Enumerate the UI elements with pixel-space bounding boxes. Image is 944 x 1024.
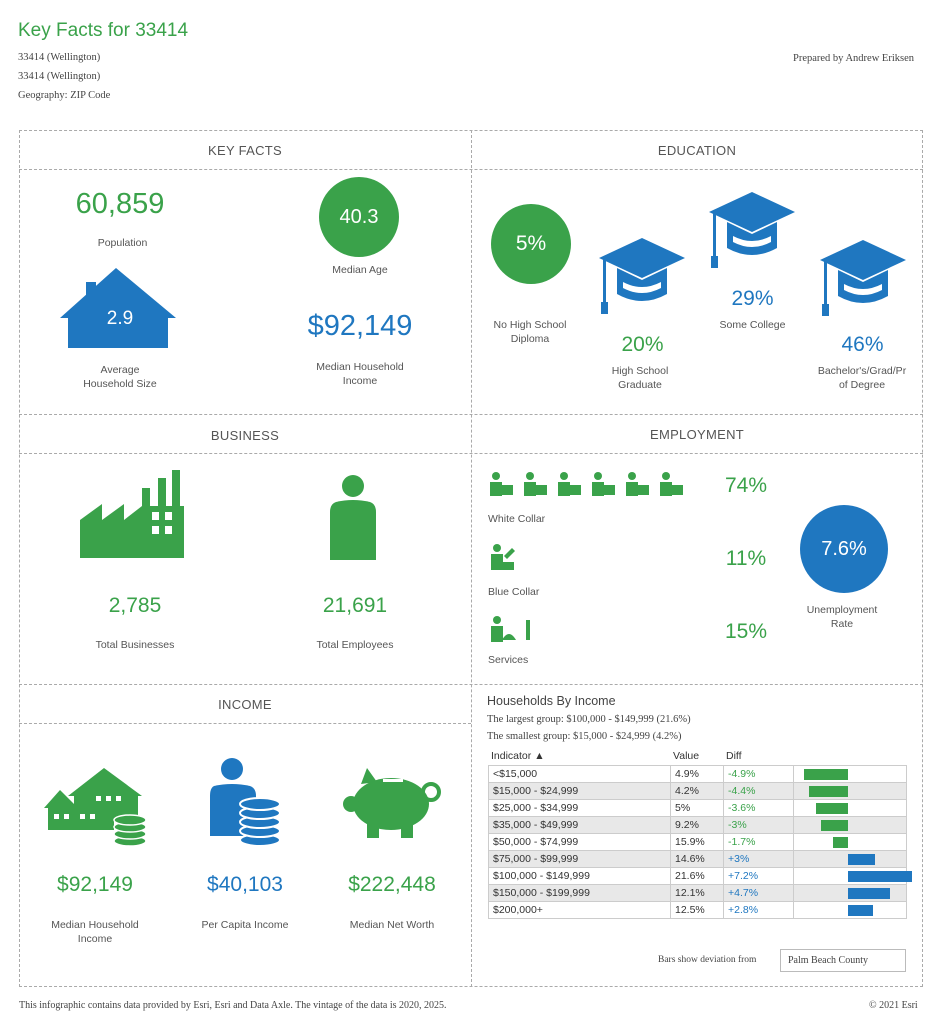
- diff-cell: -4.4%: [724, 783, 794, 800]
- bar-cell: [794, 800, 907, 817]
- population-label: Population: [97, 237, 148, 249]
- deviation-bar: [848, 905, 873, 916]
- white-collar-icons: [490, 472, 690, 496]
- no-hs-label-2: Diploma: [510, 333, 550, 345]
- income-heading: INCOME: [218, 697, 272, 712]
- deviation-bar: [833, 837, 848, 848]
- table-row: [489, 817, 907, 834]
- median-net-worth-value: $222,448: [348, 873, 436, 896]
- factory-icon: [80, 470, 186, 560]
- diff-cell: -3%: [724, 817, 794, 834]
- indicator-cell: $50,000 - $74,999: [489, 834, 671, 851]
- bar-cell: [794, 783, 907, 800]
- deviation-bar: [848, 871, 912, 882]
- key-facts-heading: KEY FACTS: [208, 143, 282, 158]
- bar-cell: [794, 817, 907, 834]
- house-money-icon: [44, 768, 148, 848]
- bachelors-label-2: of Degree: [838, 379, 886, 391]
- divider: [19, 414, 923, 415]
- median-household-income-label-2: Income: [77, 933, 113, 945]
- indicator-cell: $200,000+: [489, 902, 671, 919]
- no-hs-circle: [491, 204, 571, 284]
- table-row: [489, 834, 907, 851]
- total-businesses-value: 2,785: [108, 594, 162, 617]
- diff-column-header[interactable]: Diff: [726, 750, 742, 762]
- services-icon: [490, 616, 536, 642]
- some-college-label: Some College: [719, 319, 786, 331]
- diff-cell: -3.6%: [724, 800, 794, 817]
- unemployment-label-2: Rate: [830, 618, 854, 630]
- unemployment-circle: [800, 505, 888, 593]
- bachelors-value: 46%: [841, 333, 884, 356]
- bar-cell: [794, 834, 907, 851]
- total-employees-label: Total Employees: [316, 639, 394, 651]
- geography-type: Geography: ZIP Code: [18, 90, 111, 101]
- hs-value: 20%: [621, 333, 664, 356]
- median-age-label: Median Age: [332, 264, 388, 276]
- diff-cell: +7.2%: [724, 868, 794, 885]
- some-college-value: 29%: [731, 287, 774, 310]
- value-cell: 21.6%: [671, 868, 724, 885]
- graduation-cap-icon: [597, 236, 687, 316]
- geo-line-1: 33414 (Wellington): [18, 52, 101, 63]
- income-table: [488, 765, 907, 919]
- house-icon: [58, 266, 178, 348]
- piggy-bank-icon: [343, 768, 441, 840]
- indicator-cell: $35,000 - $49,999: [489, 817, 671, 834]
- blue-collar-label: Blue Collar: [488, 586, 540, 598]
- median-income-label-2: Income: [342, 375, 378, 387]
- household-size-label-1: Average: [100, 364, 140, 376]
- value-column-header[interactable]: Value: [673, 750, 700, 762]
- largest-group-text: The largest group: $100,000 - $149,999 (21.6%): [487, 714, 691, 725]
- bar-cell: [794, 902, 907, 919]
- person-icon: [328, 474, 378, 562]
- median-net-worth-label: Median Net Worth: [349, 919, 435, 931]
- value-cell: 15.9%: [671, 834, 724, 851]
- column-divider: [471, 130, 472, 987]
- indicator-cell: $15,000 - $24,999: [489, 783, 671, 800]
- diff-cell: +3%: [724, 851, 794, 868]
- copyright: © 2021 Esri: [869, 1000, 918, 1011]
- bachelors-label-1: Bachelor's/Grad/Pr: [817, 365, 907, 377]
- total-employees-value: 21,691: [322, 594, 388, 617]
- divider: [19, 453, 923, 454]
- services-label: Services: [488, 654, 529, 666]
- household-size-label-2: Household Size: [83, 378, 157, 390]
- smallest-group-text: The smallest group: $15,000 - $24,999 (4.2%): [487, 731, 682, 742]
- education-heading: EDUCATION: [657, 143, 737, 158]
- indicator-cell: <$15,000: [489, 766, 671, 783]
- deviation-bar: [809, 786, 848, 797]
- table-row: [489, 766, 907, 783]
- no-hs-label-1: No High School: [493, 319, 567, 331]
- value-cell: 5%: [671, 800, 724, 817]
- hs-label-2: Graduate: [618, 379, 662, 391]
- value-cell: 12.1%: [671, 885, 724, 902]
- divider: [19, 684, 923, 685]
- hs-label-1: High School: [611, 365, 669, 377]
- table-row: [489, 800, 907, 817]
- median-income-label-1: Median Household: [316, 361, 404, 373]
- indicator-cell: $75,000 - $99,999: [489, 851, 671, 868]
- median-income-value: $92,149: [307, 310, 413, 342]
- white-collar-label: White Collar: [488, 513, 546, 525]
- person-coins-icon: [208, 758, 282, 848]
- prepared-by: Prepared by Andrew Eriksen: [792, 53, 914, 64]
- indicator-cell: $100,000 - $149,999: [489, 868, 671, 885]
- deviation-bar: [816, 803, 848, 814]
- deviation-bar: [848, 888, 890, 899]
- value-cell: 4.9%: [671, 766, 724, 783]
- indicator-cell: $150,000 - $199,999: [489, 885, 671, 902]
- unemployment-label-1: Unemployment: [806, 604, 878, 616]
- diff-cell: +4.7%: [724, 885, 794, 902]
- data-source-note: This infographic contains data provided by Esri, Esri and Data Axle. The vintage of the data is 2020, 2025.: [19, 1000, 447, 1011]
- value-cell: 4.2%: [671, 783, 724, 800]
- total-businesses-label: Total Businesses: [95, 639, 175, 651]
- bar-cell: [794, 885, 907, 902]
- population-value: 60,859: [75, 188, 165, 220]
- diff-cell: +2.8%: [724, 902, 794, 919]
- blue-collar-value: 11%: [725, 547, 767, 570]
- deviation-bar: [848, 854, 875, 865]
- page-title: Key Facts for 33414: [18, 20, 189, 41]
- value-cell: 14.6%: [671, 851, 724, 868]
- employment-heading: EMPLOYMENT: [649, 427, 744, 442]
- services-value: 15%: [724, 620, 768, 643]
- divider: [19, 723, 471, 724]
- no-hs-value: 5%: [515, 232, 547, 255]
- value-cell: 9.2%: [671, 817, 724, 834]
- white-collar-value: 74%: [724, 474, 768, 497]
- comparison-geography-select[interactable]: Palm Beach County: [780, 949, 906, 972]
- table-row: [489, 868, 907, 885]
- blue-collar-icon: [490, 544, 516, 570]
- table-row: [489, 902, 907, 919]
- indicator-column-header[interactable]: Indicator ▲: [491, 750, 545, 762]
- median-household-income-value: $92,149: [57, 873, 133, 896]
- median-household-income-label-1: Median Household: [51, 919, 139, 931]
- divider: [19, 169, 923, 170]
- income-table-header: [488, 749, 906, 765]
- per-capita-income-label: Per Capita Income: [201, 919, 289, 931]
- table-row: [489, 885, 907, 902]
- deviation-bar: [821, 820, 848, 831]
- deviation-bar: [804, 769, 848, 780]
- table-row: [489, 783, 907, 800]
- indicator-cell: $25,000 - $34,999: [489, 800, 671, 817]
- table-row: [489, 851, 907, 868]
- unemployment-value: 7.6%: [821, 537, 867, 560]
- diff-cell: -4.9%: [724, 766, 794, 783]
- value-cell: 12.5%: [671, 902, 724, 919]
- geo-line-2: 33414 (Wellington): [18, 71, 101, 82]
- graduation-cap-icon: [818, 238, 908, 318]
- diff-cell: -1.7%: [724, 834, 794, 851]
- bar-cell: [794, 851, 907, 868]
- households-by-income-heading: Households By Income: [487, 694, 616, 708]
- business-heading: BUSINESS: [210, 428, 280, 443]
- bars-note: Bars show deviation from: [658, 955, 757, 965]
- bar-cell: [794, 766, 907, 783]
- median-age-circle: [319, 177, 399, 257]
- graduation-cap-icon: [707, 190, 797, 270]
- median-age-value: 40.3: [339, 205, 379, 228]
- bar-cell: [794, 868, 907, 885]
- household-size-value: 2.9: [106, 308, 134, 329]
- per-capita-income-value: $40,103: [207, 873, 283, 896]
